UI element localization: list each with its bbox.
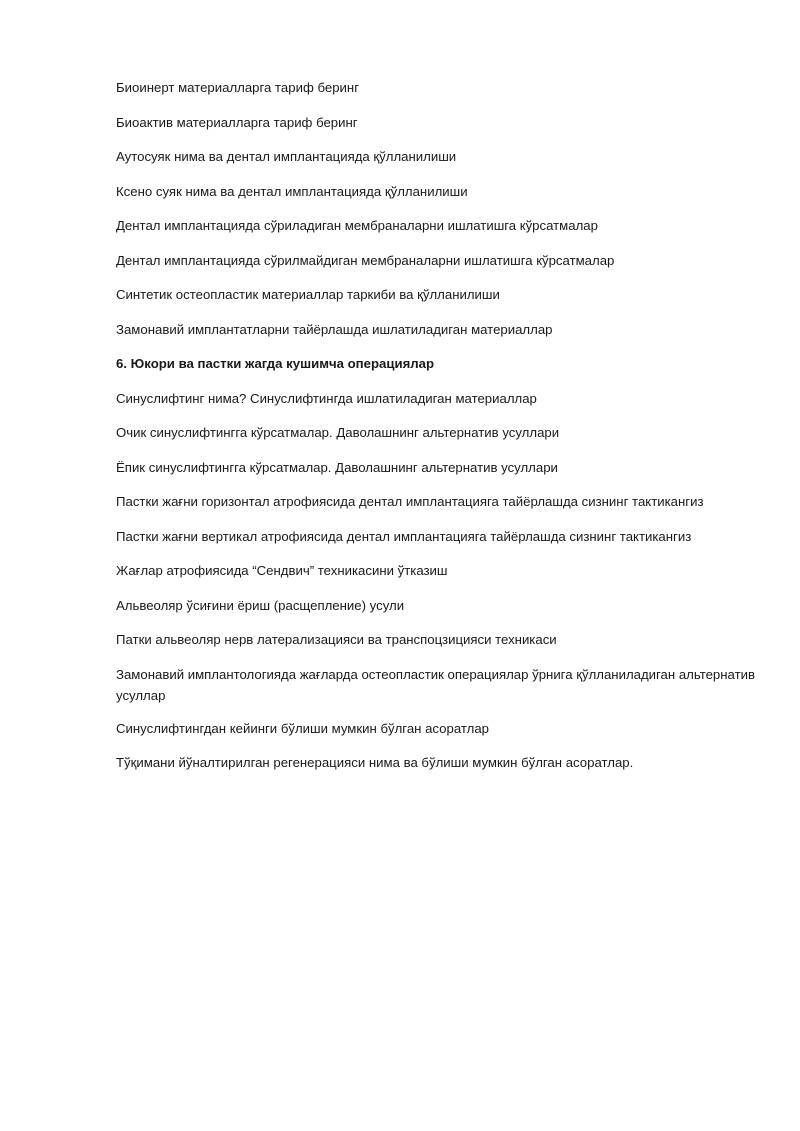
question-line: Замонавий имплантологияда жағларда остеопластик операциялар ўрнига қўлланиладиган альтернатив усуллар [116,666,755,703]
question-line: Патки альвеоляр нерв латерализацияси ва транспоцзицияси техникаси [116,632,557,647]
question-line: Аутосуяк нима ва дентал имплантацияда қўлланилиши [116,149,457,164]
question-line: Дентал имплантацияда сўриладиган мембраналарни ишлатишга кўрсатмалар [116,218,598,233]
question-line: Замонавий имплантатларни тайёрлашда ишлатиладиган материаллар [116,321,553,337]
question-line: Ксено суяк нима ва дентал имплантацияда қўлланилиши [116,183,468,199]
question-line: Синтетик остеопластик материаллар таркиби ва қўлланилиши [116,287,500,302]
question-line: Синуслифтинг нима? Синуслифтингда ишлатиладиган материаллар [116,390,537,406]
question-line: Альвеоляр ўсиғини ёриш (расщепление) усули [116,597,405,613]
question-line: Жағлар атрофиясида “Сендвич” техникасини ўтказиш [116,563,448,578]
question-line: Очик синуслифтингга кўрсатмалар. Даволашнинг альтернатив усуллари [116,425,560,440]
question-line: Дентал имплантацияда сўрилмайдиган мембраналарни ишлатишга кўрсатмалар [116,252,615,268]
document-content [116,77,756,787]
question-line: Биоинерт материалларга тариф беринг [116,80,360,95]
question-line: Пастки жағни горизонтал атрофиясида дентал имплантацияга тайёрлашда сизнинг тактикангиз [116,494,704,509]
question-line: Ёпик синуслифтингга кўрсатмалар. Даволашнинг альтернатив усуллари [116,459,558,475]
section-heading: 6. Юкори ва пастки жагда кушимча операциялар [116,356,435,371]
question-line: Тўқимани йўналтирилган регенерацияси нима ва бўлиши мумкин бўлган асоратлар. [116,755,634,770]
question-line: Пастки жағни вертикал атрофиясида дентал имплантацияга тайёрлашда сизнинг тактикангиз [116,528,692,544]
question-line: Синуслифтингдан кейинги бўлиши мумкин бўлган асоратлар [116,720,489,736]
question-line: Биоактив материалларга тариф беринг [116,114,358,130]
